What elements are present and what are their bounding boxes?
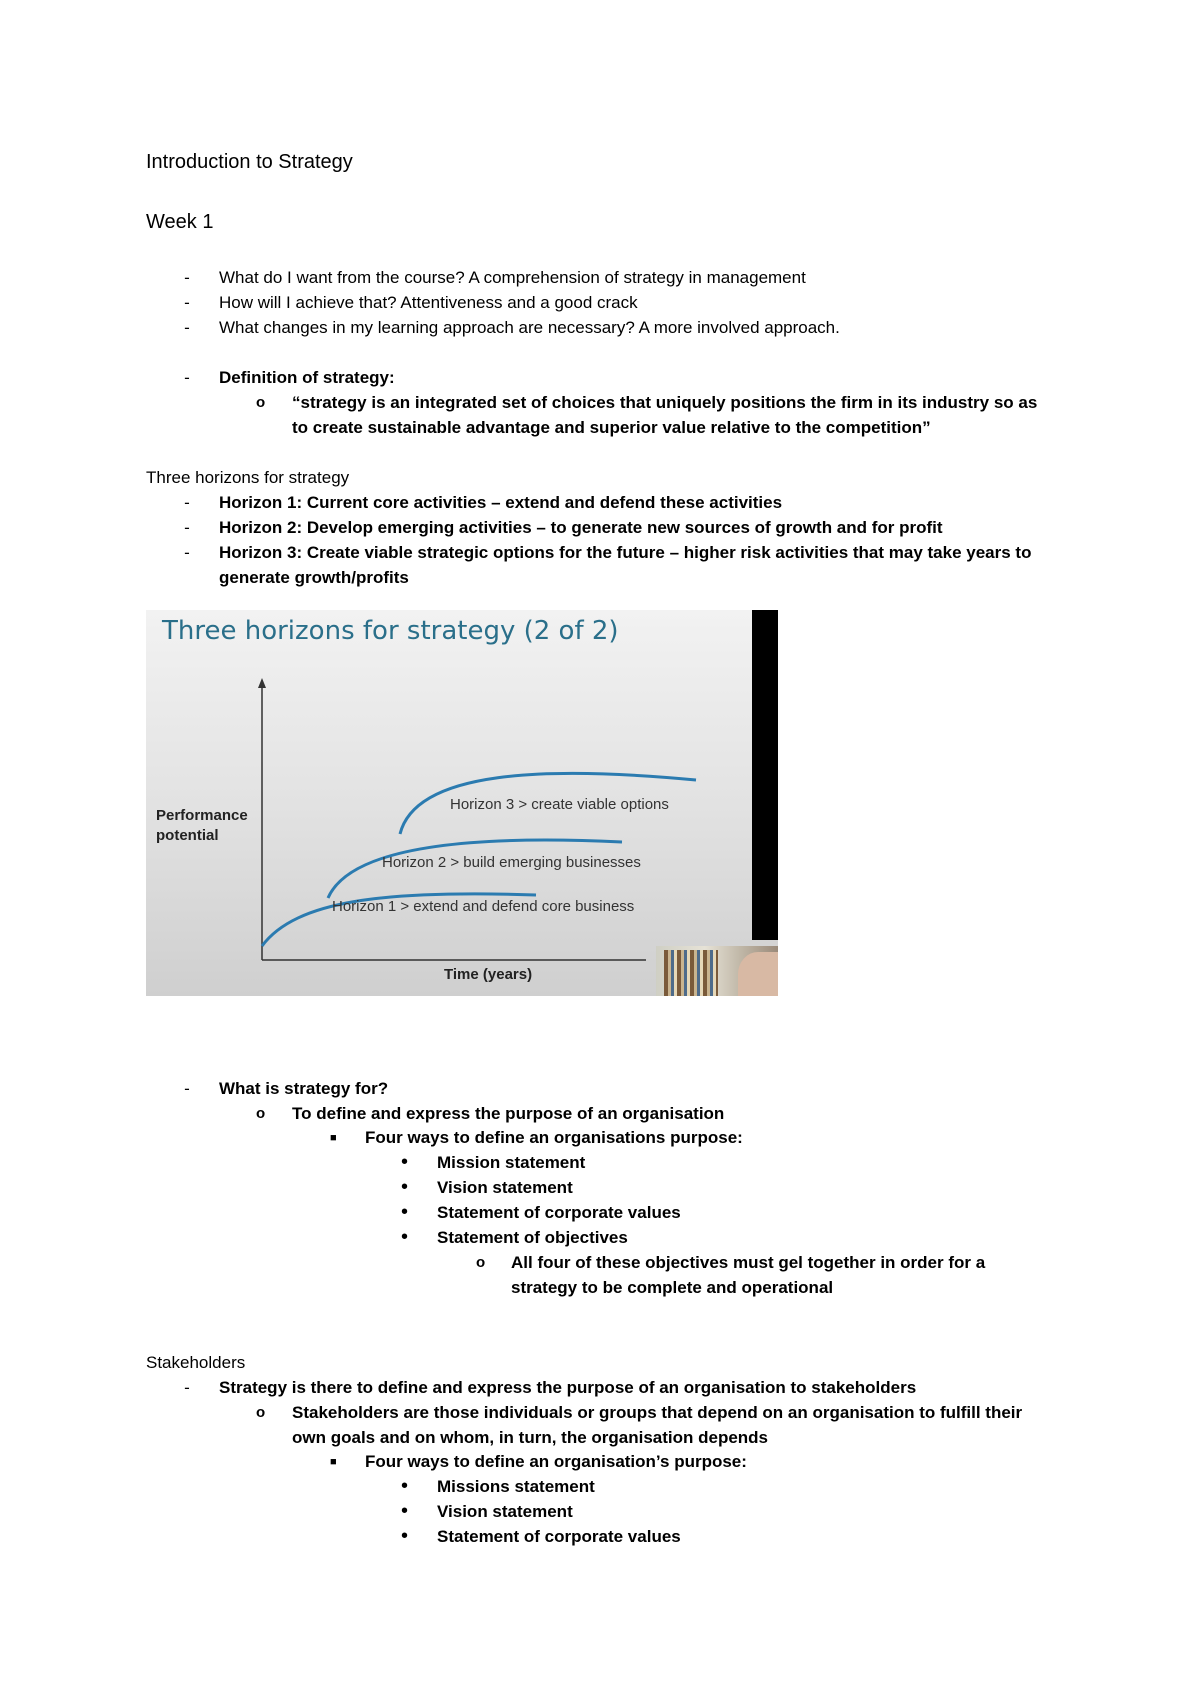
stakeholders-item: Missions statement bbox=[437, 1477, 595, 1496]
purpose-item: Mission statement bbox=[437, 1153, 586, 1172]
slide-title: Three horizons for strategy (2 of 2) bbox=[162, 616, 619, 646]
y-axis-label-line-2: potential bbox=[156, 827, 219, 844]
dot-bullet: • bbox=[401, 1201, 409, 1223]
purpose-item: Statement of corporate values bbox=[437, 1203, 681, 1222]
circle-bullet: o bbox=[476, 1254, 486, 1271]
square-bullet: ■ bbox=[330, 1456, 337, 1468]
dash-bullet: - bbox=[184, 293, 190, 312]
dot-bullet: • bbox=[401, 1475, 409, 1497]
stakeholders-line-2b: own goals and on whom, in turn, the organisation depends bbox=[292, 1428, 769, 1447]
dash-bullet: - bbox=[184, 1378, 190, 1397]
purpose-line-1: To define and express the purpose of an organisation bbox=[292, 1104, 725, 1123]
dash-bullet: - bbox=[184, 268, 190, 287]
circle-bullet: o bbox=[256, 1404, 266, 1421]
circle-bullet: o bbox=[256, 1105, 266, 1122]
circle-bullet: o bbox=[256, 394, 266, 411]
question-2: How will I achieve that? Attentiveness and a good crack bbox=[219, 293, 638, 312]
definition-quote-line-1: “strategy is an integrated set of choices that uniquely positions the firm in its industry so as bbox=[292, 393, 1038, 412]
stakeholders-line-3: Four ways to define an organisation’s purpose: bbox=[365, 1452, 747, 1471]
dot-bullet: • bbox=[401, 1500, 409, 1522]
x-axis-label: Time (years) bbox=[444, 966, 533, 983]
stakeholders-heading: Stakeholders bbox=[146, 1353, 246, 1372]
dash-bullet: - bbox=[184, 518, 190, 537]
three-horizons-slide bbox=[146, 610, 778, 996]
horizon-2-label: Horizon 2 > build emerging businesses bbox=[382, 854, 641, 871]
horizon-2-text: Horizon 2: Develop emerging activities – to generate new sources of growth and for profit bbox=[219, 518, 943, 537]
doc-title: Introduction to Strategy bbox=[146, 151, 353, 173]
dash-bullet: - bbox=[184, 493, 190, 512]
week-heading: Week 1 bbox=[146, 211, 214, 233]
definition-quote-line-2: to create sustainable advantage and superior value relative to the competition” bbox=[292, 418, 931, 437]
horizon-3-label: Horizon 3 > create viable options bbox=[450, 796, 669, 813]
dot-bullet: • bbox=[401, 1525, 409, 1547]
horizon-3-text-line-2: generate growth/profits bbox=[219, 568, 409, 587]
y-axis-label-line-1: Performance bbox=[156, 807, 248, 824]
y-axis-arrow bbox=[258, 678, 266, 688]
purpose-note-line-2: strategy to be complete and operational bbox=[511, 1278, 834, 1297]
purpose-item: Vision statement bbox=[437, 1178, 573, 1197]
y-axis-label bbox=[156, 806, 248, 846]
horizon-1-text: Horizon 1: Current core activities – extend and defend these activities bbox=[219, 493, 783, 512]
dash-bullet: - bbox=[184, 1079, 190, 1098]
horizons-heading: Three horizons for strategy bbox=[146, 468, 350, 487]
dash-bullet: - bbox=[184, 318, 190, 337]
stakeholders-line-1: Strategy is there to define and express the purpose of an organisation to stakeholders bbox=[219, 1378, 917, 1397]
purpose-line-2: Four ways to define an organisations purpose: bbox=[365, 1128, 743, 1147]
stakeholders-line-2a: Stakeholders are those individuals or groups that depend on an organisation to fulfill their bbox=[292, 1403, 1023, 1422]
stakeholders-item: Statement of corporate values bbox=[437, 1527, 681, 1546]
purpose-question: What is strategy for? bbox=[219, 1079, 389, 1098]
horizon-3-text-line-1: Horizon 3: Create viable strategic options for the future – higher risk activities that may take years to bbox=[219, 543, 1032, 562]
square-bullet: ■ bbox=[330, 1132, 337, 1144]
horizon-1-label: Horizon 1 > extend and defend core business bbox=[332, 898, 635, 915]
webcam-bookshelf bbox=[664, 950, 718, 996]
dot-bullet: • bbox=[401, 1151, 409, 1173]
definition-label: Definition of strategy: bbox=[219, 368, 395, 387]
webcam-thumbnail bbox=[656, 946, 778, 996]
question-3: What changes in my learning approach are necessary? A more involved approach. bbox=[219, 318, 840, 337]
dot-bullet: • bbox=[401, 1226, 409, 1248]
purpose-item: Statement of objectives bbox=[437, 1228, 628, 1247]
purpose-note-line-1: All four of these objectives must gel together in order for a bbox=[511, 1253, 986, 1272]
question-1: What do I want from the course? A comprehension of strategy in management bbox=[219, 268, 806, 287]
dot-bullet: • bbox=[401, 1176, 409, 1198]
dash-bullet: - bbox=[184, 368, 190, 387]
stakeholders-item: Vision statement bbox=[437, 1502, 573, 1521]
webcam-person bbox=[738, 952, 778, 996]
dash-bullet: - bbox=[184, 543, 190, 562]
